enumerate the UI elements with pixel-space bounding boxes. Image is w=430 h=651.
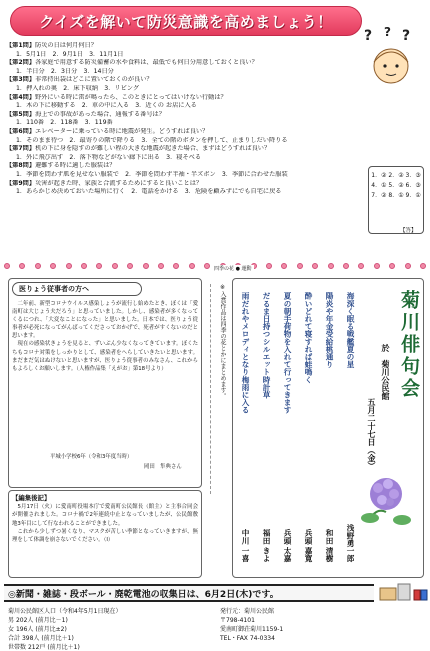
quiz-section — [6, 42, 368, 258]
flower-icon — [328, 263, 334, 269]
haiku-poet: 兵頭 嘉寛 — [304, 528, 313, 562]
flower-icon — [143, 263, 149, 269]
quiz-options: 1．そのまま待つ 2．最寄りの階で降りる 3．全ての階のボタンを押して、止まりしだい降りる — [16, 136, 288, 144]
publisher-name: 発行元：菊川公民館 — [220, 608, 275, 615]
haiku-venue: 於 菊川公民館 — [381, 344, 390, 400]
flower-icon — [312, 263, 318, 269]
flower-icon — [173, 263, 179, 269]
svg-text:?: ? — [384, 26, 391, 39]
flower-icon — [158, 263, 164, 269]
health-letter-heading: 医りょう従事者の方へ — [12, 282, 142, 296]
flower-icon — [266, 263, 272, 269]
flower-icon — [4, 263, 10, 269]
answer-item: 9．① — [405, 192, 421, 199]
quiz-question: 【第1問】防災の日は何月何日？ — [6, 42, 97, 49]
flower-icon — [127, 263, 133, 269]
population-row: 世帯数 212戸 (前月比＋1) — [8, 644, 80, 651]
health-letter-school: 平城小学校6年（令和3年度当時） — [50, 454, 133, 460]
answer-item: 8．① — [388, 192, 404, 199]
flower-icon — [112, 263, 118, 269]
population-title: 菊川公民館区人口（令和4年5月1日現在） — [8, 608, 122, 615]
answer-box — [368, 166, 424, 234]
answer-item: 2．② — [388, 172, 404, 179]
flower-icon — [204, 263, 210, 269]
flower-icon — [374, 263, 380, 269]
answer-item: 4．① — [371, 182, 387, 189]
population-row: 合計 398人 (前月比＋1) — [8, 635, 74, 642]
answer-item: 3．③ — [405, 172, 421, 179]
flower-icon — [81, 263, 87, 269]
quiz-options: 1．あらかじめ決めておいた場所に行く 2．電話をかける 3．危険を顧みずにでも自宅に戻る — [16, 188, 282, 196]
divider-caption: 四季の花 ● 運動 — [214, 266, 252, 272]
recycling-icon — [376, 580, 428, 604]
quiz-question: 【第6問】エレベーターに乗っている時に地震が発生。どうすれば良い？ — [6, 127, 209, 135]
editor-note-heading: 【編集後記】 — [12, 494, 51, 502]
answer-label: 【答】 — [400, 228, 417, 234]
flower-icon — [19, 263, 25, 269]
haiku-verse: だるま日持つシルエット時計草 福田 きよ — [262, 292, 271, 562]
haiku-verse: 陽炎や年金受給桃通り 和田 清樹 — [325, 292, 334, 562]
quiz-question: 【第2問】各家庭で用意する防災備蓄の水や食料は、最低でも何日分用意しておくと良い？ — [6, 59, 258, 67]
flower-icon — [389, 263, 395, 269]
answer-item: 5．② — [388, 182, 404, 189]
flower-icon — [405, 263, 411, 269]
flower-icon — [35, 263, 41, 269]
flower-icon — [343, 263, 349, 269]
answer-item: 7．② — [371, 192, 387, 199]
quiz-options: 1．押入れの奥 2．床下収納 3．リビング — [16, 84, 140, 92]
title-banner — [10, 6, 362, 36]
quiz-options: 1．木の下に移動する 2．車の中に入る 3．近くの お店に入る — [16, 102, 197, 110]
quiz-options: 1．半日分 2．3日分 3．14日分 — [16, 67, 114, 75]
haiku-date: 五月二十七日（金） — [367, 398, 376, 470]
quiz-question: 【第3問】非常持出袋はどこに置いておくのが良い？ — [6, 76, 153, 84]
flower-icon — [66, 263, 72, 269]
haiku-verses — [240, 292, 356, 562]
quiz-options: 1．110番 2．118番 3．119番 — [16, 119, 113, 127]
haiku-poet: 中川 一喜 — [241, 528, 250, 562]
flower-icon — [189, 263, 195, 269]
population-table — [8, 606, 208, 651]
quiz-question: 【第8問】避難する時に適した服装は？ — [6, 162, 116, 170]
quiz-question: 【第5問】海上での事故があった場合、通報する番号は？ — [6, 110, 165, 118]
flower-icon — [420, 263, 426, 269]
haiku-verse: 海深く眠る戦艦夏の星 浅野勇一郎 — [346, 292, 355, 562]
quiz-options: 1．外に飛び出す 2．落下物などがない廊下に出る 3．寝そべる — [16, 153, 202, 161]
haiku-poet: 兵頭 太嘉 — [283, 528, 292, 562]
haiku-poet: 福田 きよ — [262, 528, 271, 562]
population-row: 男 202人 (前月比－1) — [8, 617, 68, 624]
quiz-question: 【第7問】机の下に身を隠すのが難しい程の大きな地震が起きた場合、まずはどうすれば良い？ — [6, 145, 271, 153]
publisher-info — [220, 606, 283, 642]
flower-icon — [297, 263, 303, 269]
collection-notice: ◎新聞・雑誌・段ボール・廃乾電池の収集日は、6月2日(木)です。 — [4, 584, 374, 602]
answer-item: 6．③ — [405, 182, 421, 189]
haiku-verse: 夏の朝手荷物を入れて行ってきます 兵頭 太嘉 — [283, 292, 292, 562]
flower-icon — [358, 263, 364, 269]
haiku-verse: 雨だれやメロディとなり梅雨に入る 中川 一喜 — [241, 292, 250, 562]
population-row: 女 196人 (前月比±2) — [8, 626, 67, 633]
haiku-title: 菊川俳句会 — [398, 290, 420, 400]
editor-note-body: 5月17日（火）に愛南町役場本庁で愛南町公民館長（館主）と主事合同会が開催されました。コロナ禍で2年連続中止となっていましたが、公民館敷地3年目にして行なわれることができました。 これから少しずつ暑くなり、マスクが苦しい季節となっていきますが、無理をして体調を崩さないでください。（I） — [12, 504, 198, 544]
quiz-question: 【第4問】野外にいる時に雷が鳴ったら、このときにとってはいけない行動は？ — [6, 93, 227, 101]
quiz-question: 【第9問】災害が起きた時、家族と合流するためにすると良いことは？ — [6, 179, 203, 187]
flower-icon — [96, 263, 102, 269]
hydrangea-icon — [358, 468, 414, 528]
haiku-poet: 浅野勇一郎 — [346, 524, 355, 562]
flower-icon — [281, 263, 287, 269]
publisher-zip: 〒798-4101 — [220, 617, 255, 624]
mascot-illustration — [360, 26, 422, 88]
vertical-note: ※入賞作品は四季の花とかにまとめます。 — [210, 284, 226, 494]
flower-icon — [50, 263, 56, 269]
quiz-options: 1．5月1日 2．9月1日 3．11月1日 — [16, 50, 124, 58]
publisher-tel: TEL・FAX 74-0334 — [220, 635, 275, 642]
haiku-verse: 酔いどれて寝すれば蛙鳴く 兵頭 嘉寛 — [304, 292, 313, 562]
svg-text:?: ? — [364, 28, 373, 44]
svg-text:?: ? — [402, 28, 411, 44]
publisher-address: 愛南町御荘菊川1159-1 — [220, 626, 284, 633]
page-title: クイズを解いて防災意識を高めましょう！ — [39, 12, 333, 31]
quiz-options: 1．季節を問わず肌を見せない服装で 2．季節を問わず半袖・半ズボン 3．季節に合わせた服装 — [16, 170, 288, 178]
health-letter-author: 岡田 隼典さん — [144, 464, 182, 470]
health-letter-body: 二年前、新型コロナウイルス感染しょうが流行し始めたとき、ぼくは「愛南町は大じょう夫だろう」と思っていました。しかし、感染者が多くなってくるにつれ、「大変なことになった」と思いました。日本では、医りょう従事者が必死になってがんばってくださっておかげで、死者がすくないのだと思います。 現在の感染状きょうを見ると、ずいぶん少なくなってきています。ぼくたちもコロナ対策をしっかりとして、感染者をへらしていきたいと思います。まだまだ気はぬけないと思いますが、医りょう従事者のみなさん、これからもよろしくお願いします。（人権作品集「えがお」第18号より） — [12, 301, 198, 372]
haiku-poet: 和田 清樹 — [325, 528, 334, 562]
answer-item: 1．② — [371, 172, 387, 179]
